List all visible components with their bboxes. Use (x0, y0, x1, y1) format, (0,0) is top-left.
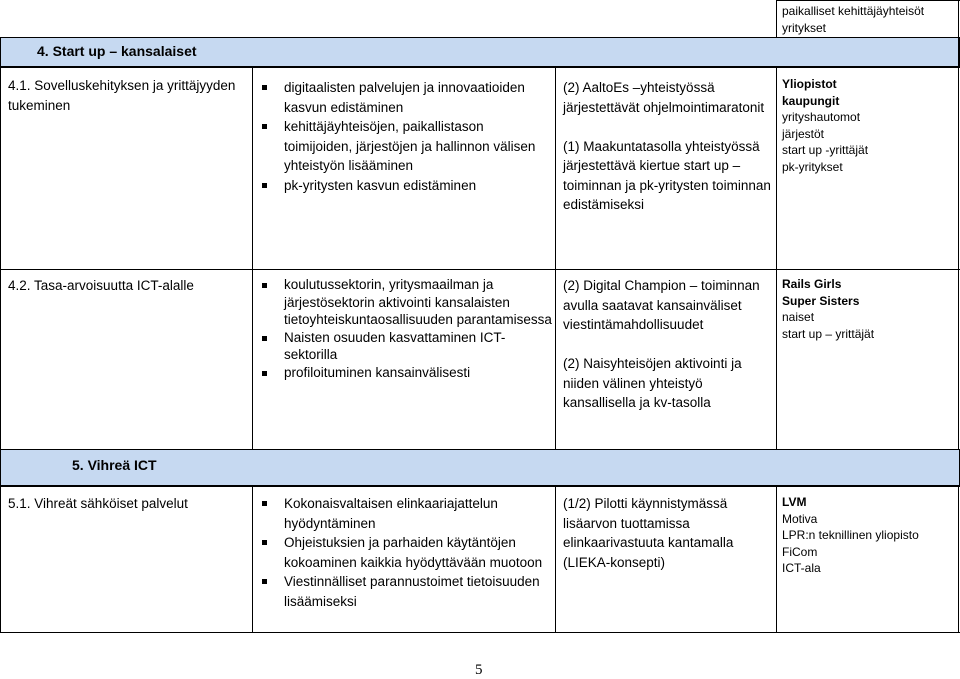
actor-item: Rails Girls (782, 277, 842, 291)
page-number: 5 (475, 662, 483, 678)
grid-line (776, 67, 777, 449)
grid-line (958, 0, 959, 37)
actor-item: ICT-ala (782, 561, 821, 575)
grid-line (0, 486, 1, 632)
actor-item: järjestöt (782, 126, 825, 141)
row-4-2-actors (782, 276, 957, 342)
grid-line (0, 632, 960, 633)
goal-item: profiloituminen kansainvälisesti (256, 364, 552, 382)
row-5-1-actors (782, 494, 957, 577)
row-5-1-actions (563, 494, 771, 572)
actor-item: naiset (782, 310, 815, 324)
actor-item: FiCom (782, 544, 818, 559)
action-item: (1/2) Pilotti käynnistymässä lisäarvon tuottamissa elinkaarivastuuta kantamalla (LIEKA-konsepti) (563, 496, 734, 570)
row-4-2-heading: 4.2. Tasa-arvoisuutta ICT-alalle (8, 278, 194, 293)
actor-item: start up -yrittäjät (782, 143, 869, 157)
action-item: (2) Digital Champion – toiminnan avulla saatavat kansainväliset viestintämahdollisuudet (563, 278, 760, 332)
grid-line (252, 67, 253, 449)
grid-line (555, 67, 556, 449)
grid-line (776, 0, 960, 1)
actor-item: start up – yrittäjät (782, 326, 875, 341)
action-item: (1) Maakuntatasolla yhteistyössä järjestettävä kiertue start up –toiminnan ja pk-yritysten toiminnan edistämiseksi (563, 138, 771, 212)
actor-item: kaupungit (782, 93, 840, 108)
section-4-title: 4. Start up – kansalaiset (37, 43, 197, 59)
grid-line (0, 269, 960, 270)
grid-line (958, 37, 959, 449)
top-right-cell (782, 3, 957, 36)
row-5-1-heading: 5.1. Vihreät sähköiset palvelut (8, 496, 188, 511)
actor-item: LVM (782, 495, 807, 509)
goal-item: koulutussektorin, yritysmaailman ja järjestösektorin aktivointi kansalaisten tietoyhteiskuntaosallisuuden parantamisessa (256, 276, 552, 329)
grid-line (0, 37, 1, 449)
spacer (563, 335, 771, 355)
goal-item: pk-yritysten kasvun edistäminen (256, 176, 552, 196)
actor-item: LPR:n teknillinen yliopisto (782, 528, 919, 542)
action-item: (2) Naisyhteisöjen aktivointi ja niiden välinen yhteistyö kansallisella ja kv-tasolla (563, 356, 742, 410)
grid-line (0, 486, 960, 487)
actor-item: Motiva (782, 511, 818, 526)
row-5-1-goals (256, 494, 552, 611)
actor-item: pk-yritykset (782, 159, 843, 174)
grid-line (0, 449, 960, 450)
grid-line (252, 486, 253, 632)
row-4-2-actions (563, 276, 771, 413)
grid-line (0, 67, 960, 68)
top-right-line: yritykset (782, 20, 827, 35)
top-right-line: paikalliset kehittäjäyhteisöt (782, 4, 925, 18)
action-item: (2) AaltoEs –yhteistyössä järjestettävät ohjelmointimaratonit (563, 80, 765, 115)
section-5-title: 5. Vihreä ICT (72, 457, 157, 473)
row-4-1-goals (256, 78, 552, 195)
row-4-1-actors (782, 76, 957, 175)
goal-item: Naisten osuuden kasvattaminen ICT-sektorilla (256, 329, 552, 364)
goal-item: digitaalisten palvelujen ja innovaatioiden kasvun edistäminen (256, 78, 552, 117)
actor-item: yrityshautomot (782, 110, 861, 124)
grid-line (555, 486, 556, 632)
goal-item: Ohjeistuksien ja parhaiden käytäntöjen kokoaminen kaikkia hyödyttävään muotoon (256, 533, 552, 572)
goal-item: Viestinnälliset parannustoimet tietoisuuden lisäämiseksi (256, 572, 552, 611)
grid-line (958, 486, 959, 632)
actor-item: Super Sisters (782, 293, 860, 308)
grid-line (776, 486, 777, 632)
row-4-1-actions (563, 78, 771, 215)
spacer (563, 117, 771, 137)
row-4-1-heading: 4.1. Sovelluskehityksen ja yrittäjyyden tukeminen (8, 78, 236, 113)
actor-item: Yliopistot (782, 77, 837, 91)
row-4-2-goals (256, 276, 552, 381)
grid-line (776, 0, 777, 37)
goal-item: kehittäjäyhteisöjen, paikallistason toimijoiden, järjestöjen ja hallinnon välisen yhteistyön lisääminen (256, 117, 552, 176)
goal-item: Kokonaisvaltaisen elinkaariajattelun hyödyntäminen (256, 494, 552, 533)
